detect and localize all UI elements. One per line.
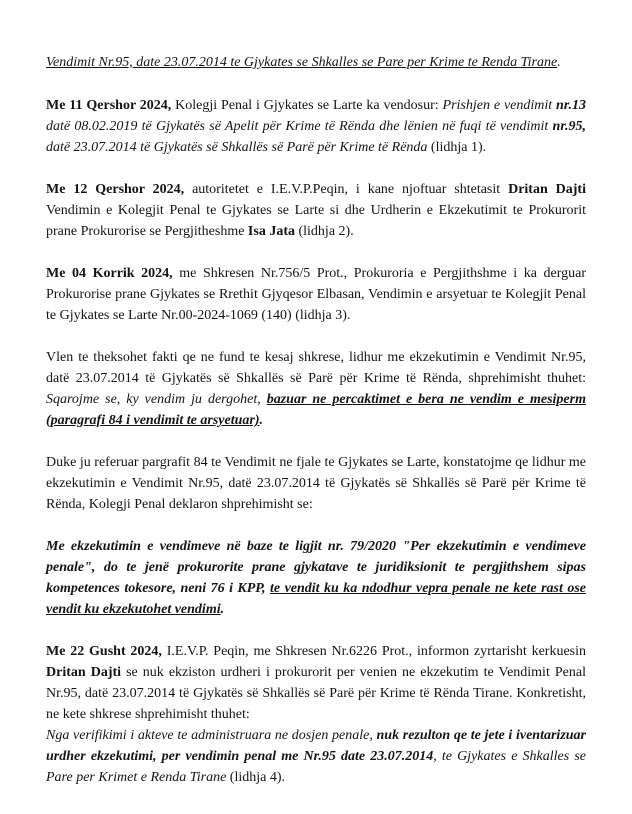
text-run: Nga verifikimi i akteve te administruara ne dosjen penale,: [46, 728, 377, 743]
paragraph-22-gusht-2024: [46, 641, 586, 788]
text-run: Duke ju referuar pargrafit 84 te Vendimit ne fjale te Gjykates se Larte, konstatojme qe lidhur me ekzekutimin e Vendimit Nr.95, datë 23.07.2014 të Gjykatës së Shkallës së Parë për Krime të Rënda, Kolegji Penal deklaron shprehimisht se:: [46, 455, 586, 512]
text-run: Dritan Dajti: [46, 665, 122, 680]
text-run: (lidhja 1).: [430, 140, 487, 155]
text-run: (lidhja 2).: [294, 224, 354, 239]
text-run: .: [259, 413, 263, 428]
paragraph-04-korrik-2024: [46, 263, 586, 326]
text-run: bazuar ne percaktimet e bera ne vendim e mesiperm (paragrafi 84 i vendimit te arsyetuar): [46, 392, 586, 428]
text-run: datë 08.02.2019 të Gjykatës së Apelit për Krime të Rënda dhe lënien në fuqi të vendimit: [46, 119, 553, 134]
text-run: Vlen te theksohet fakti qe ne fund te kesaj shkrese, lidhur me ekzekutimin e Vendimit Nr.95, datë 23.07.2014 të Gjykatës së Shkallës së Parë për Krime të Rënda, shprehimisht thuhet:: [46, 350, 586, 386]
text-run: te vendit ku ka ndodhur vepra penale ne kete rast ose vendit ku ekzekutohet vendimi: [46, 581, 586, 617]
paragraph-12-qershor-2024: [46, 179, 586, 242]
text-run: Me 22 Gusht 2024,: [46, 644, 162, 659]
text-run: nr.95,: [552, 119, 586, 134]
text-run: datë 23.07.2014 të Gjykatës së Shkallës së Parë për Krime të Rënda: [46, 140, 431, 155]
text-run: .: [220, 602, 225, 617]
text-run: Vendimit Nr.95, date 23.07.2014 te Gjykates se Shkalles se Pare per Krime te Renda Tirane: [46, 55, 558, 70]
text-run: , te Gjykates e Shkalles se Pare per Krimet e Renda Tirane: [46, 749, 586, 785]
text-run: Vendimin e Kolegjit Penal te Gjykates se Larte si dhe Urdherin e Ekzekutimit te Prokurorit prane Prokurorise se Pergjitheshme: [46, 203, 586, 239]
document-body: [46, 52, 586, 788]
paragraph-ligji-79-2020-quote: [46, 536, 586, 620]
text-run: Me ekzekutimin e vendimeve në baze te ligjit nr. 79/2020 "Per ekzekutimin e vendimeve penale", do te jenë prokurorite prane gjykatave te juridiksionit te pergjithshem sipas kompetences tokesore, neni 76 i KPP,: [46, 539, 586, 596]
paragraph-11-qershor-2024: [46, 95, 586, 158]
text-run: nr.13: [556, 98, 586, 113]
text-run: Me 11 Qershor 2024,: [46, 98, 172, 113]
text-run: Prishjen e vendimit: [442, 98, 557, 113]
text-run: se nuk ekziston urdheri i prokurorit per venien ne ekzekutim te Vendimit Penal Nr.95, datë 23.07.2014 të Gjykatës së Shkallës së Parë për Krime të Rënda Tirane. Konkretisht, ne kete shkrese shprehimisht thuhet:: [46, 665, 586, 722]
text-run: I.E.V.P. Peqin, me Shkresen Nr.6226 Prot., informon zyrtarisht kerkuesin: [161, 644, 586, 659]
decision-reference-line: [46, 52, 586, 73]
text-run: autoritetet e I.E.V.P.Peqin, i kane njoftuar shtetasit: [184, 182, 509, 197]
text-run: Dritan Dajti: [508, 182, 586, 197]
text-run: .: [557, 55, 561, 70]
text-run: (lidhja 4).: [229, 770, 286, 785]
paragraph-vlen-te-theksohet: [46, 347, 586, 431]
text-run: nuk rezulton qe te jete i iventarizuar urdher ekzekutimi, per vendimin penal me Nr.95 date 23.07.2014: [46, 728, 586, 764]
text-run: Me 12 Qershor 2024,: [46, 182, 185, 197]
text-run: me Shkresen Nr.756/5 Prot., Prokuroria e Pergjithshme i ka derguar Prokurorise prane Gjykates se Rrethit Gjyqesor Elbasan, Vendimin e arsyetuar te Kolegjit Penal te Gjykates se Larte Nr.00-2024-1069 (140) (lidhja 3).: [46, 266, 587, 323]
text-run: Sqarojme se, ky vendim ju dergohet,: [46, 392, 267, 407]
paragraph-duke-ju-referuar: [46, 452, 586, 515]
text-run: Isa Jata: [247, 224, 295, 239]
text-run: Kolegji Penal i Gjykates se Larte ka vendosur:: [171, 98, 443, 113]
text-run: Me 04 Korrik 2024,: [46, 266, 173, 281]
